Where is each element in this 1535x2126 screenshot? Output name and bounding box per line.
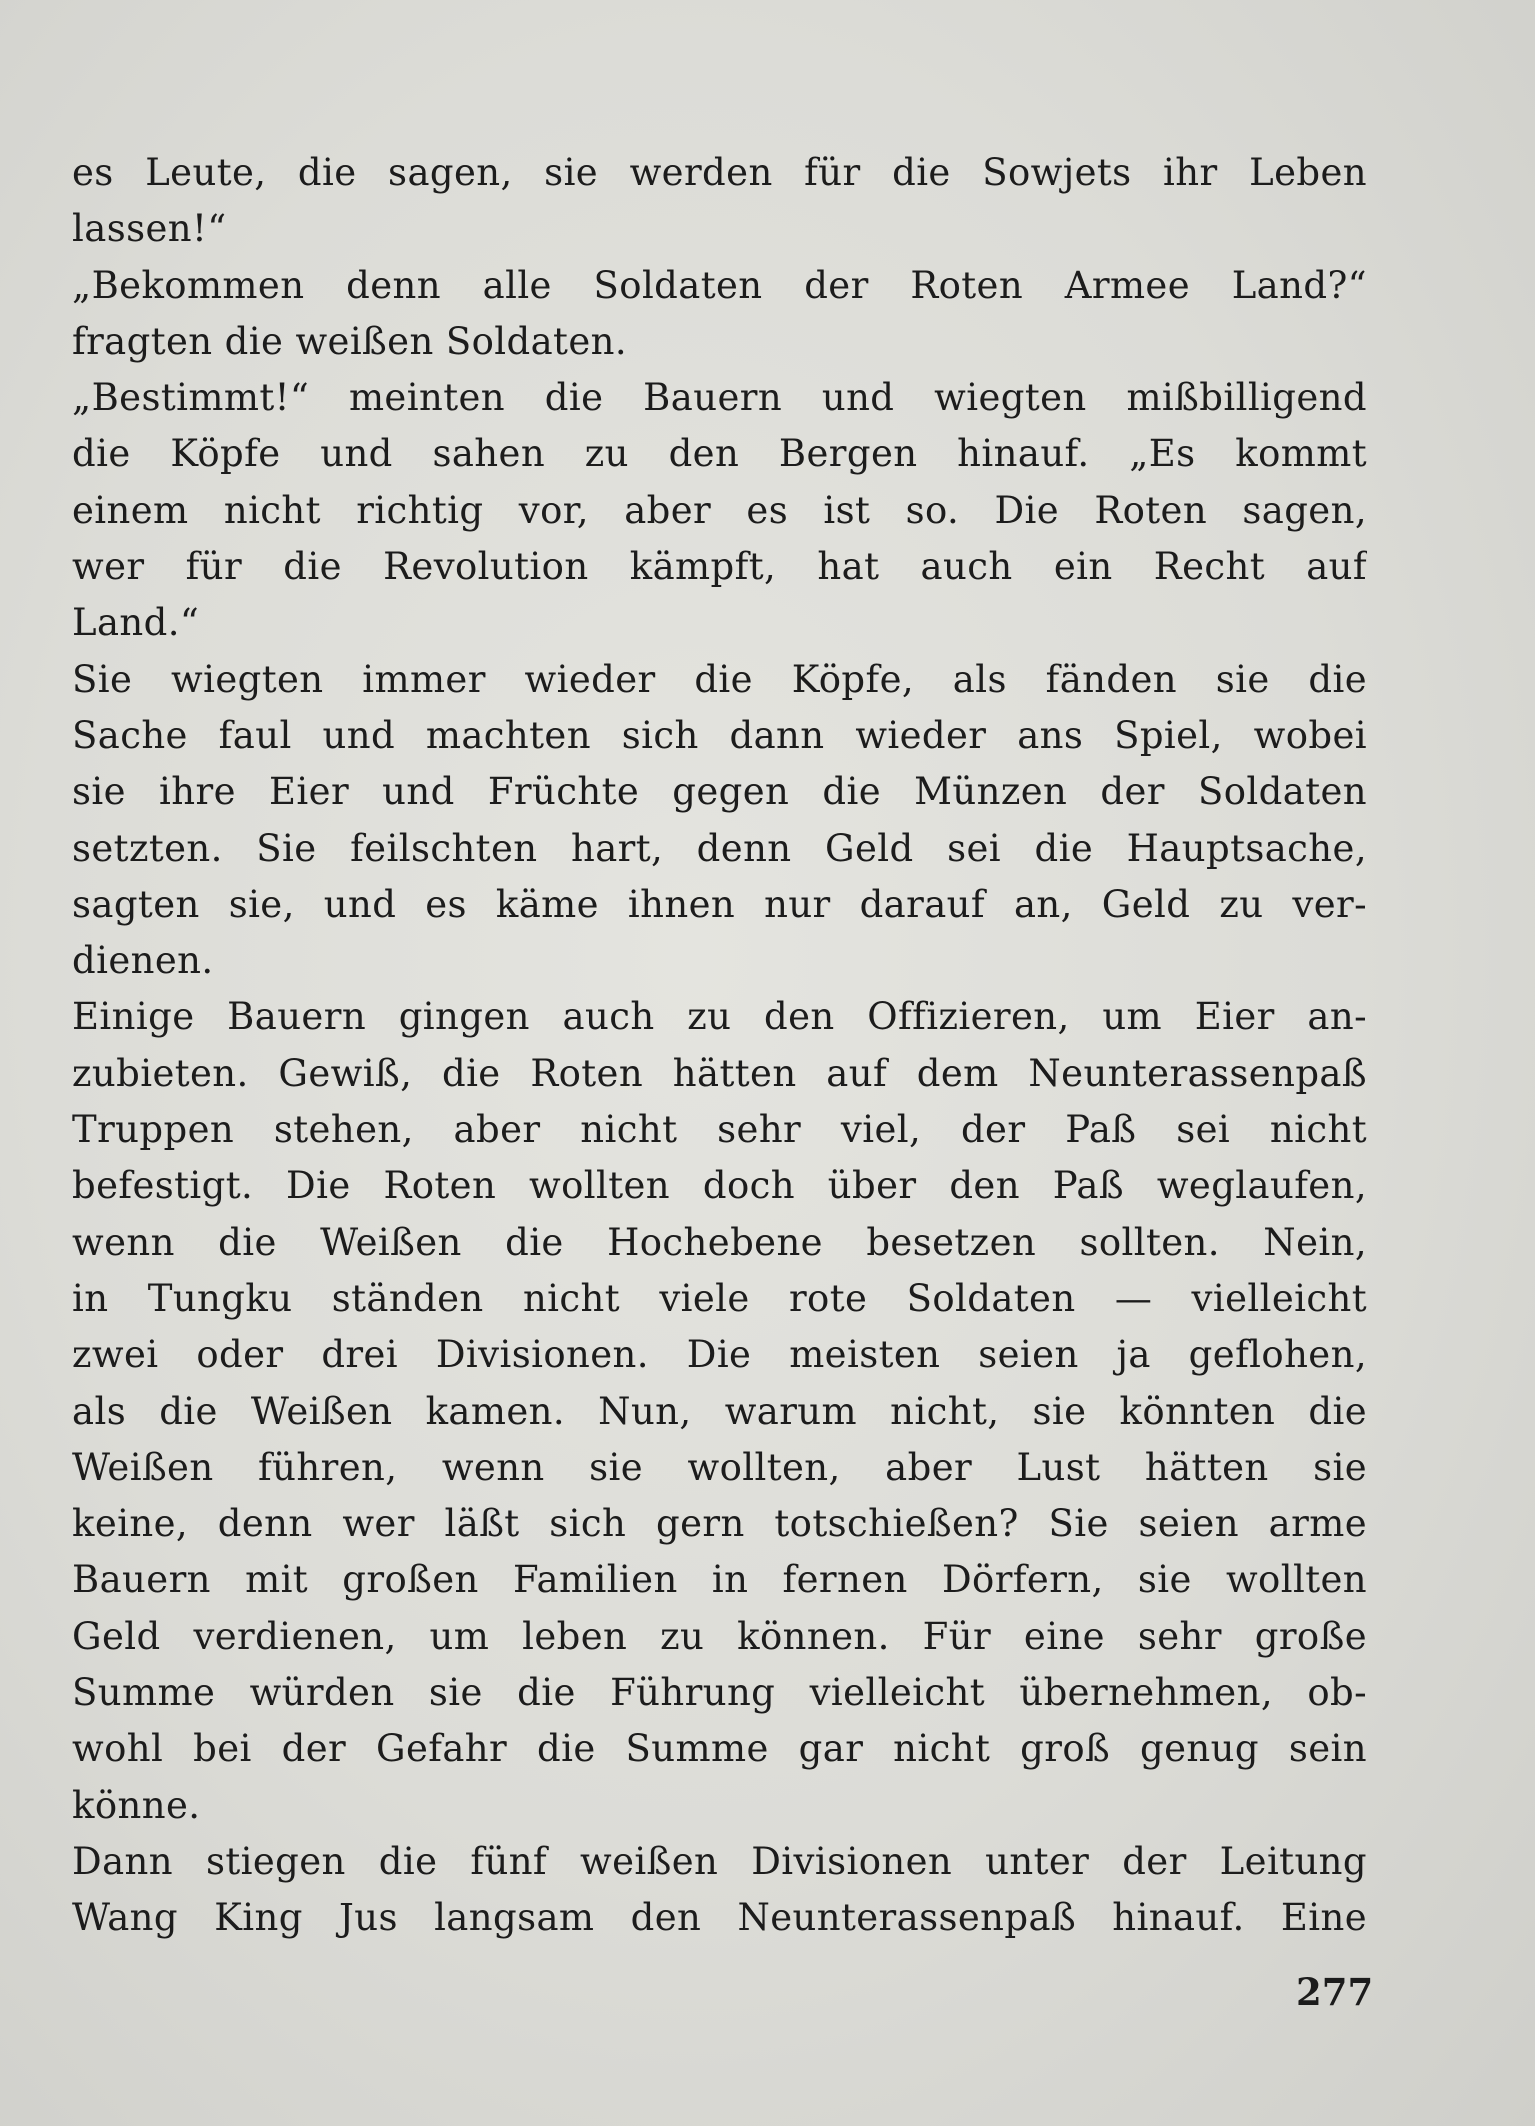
text-line: zwei oder drei Divisionen. Die meisten seien ja geflohen,	[72, 1333, 1367, 1377]
text-line: sagten sie, und es käme ihnen nur darauf an, Geld zu ver-	[72, 882, 1367, 926]
text-line: wohl bei der Gefahr die Summe gar nicht groß genug sein	[72, 1727, 1367, 1771]
text-line: sie ihre Eier und Früchte gegen die Münzen der Soldaten	[72, 770, 1367, 814]
text-line: in Tungku ständen nicht viele rote Soldaten — vielleicht	[72, 1276, 1367, 1320]
text-line: dienen.	[72, 939, 214, 983]
text-line: die Köpfe und sahen zu den Bergen hinauf. „Es kommt	[72, 432, 1367, 476]
text-line: Dann stiegen die fünf weißen Divisionen unter der Leitung	[72, 1839, 1367, 1883]
text-line: Land.“	[72, 601, 200, 645]
body-text	[72, 145, 1367, 1947]
text-line: Bauern mit großen Familien in fernen Dörfern, sie wollten	[72, 1558, 1367, 1602]
text-line: „Bestimmt!“ meinten die Bauern und wiegten mißbilligend	[72, 376, 1367, 420]
page-number: 277	[1296, 1970, 1374, 2014]
text-line: Geld verdienen, um leben zu können. Für eine sehr große	[72, 1614, 1367, 1658]
text-line: als die Weißen kamen. Nun, warum nicht, sie könnten die	[72, 1389, 1367, 1433]
text-line: zubieten. Gewiß, die Roten hätten auf dem Neunterassenpaß	[72, 1051, 1367, 1095]
text-line: einem nicht richtig vor, aber es ist so. Die Roten sagen,	[72, 488, 1367, 532]
text-line: könne.	[72, 1783, 201, 1827]
text-line: Truppen stehen, aber nicht sehr viel, der Paß sei nicht	[72, 1108, 1367, 1152]
text-line: Weißen führen, wenn sie wollten, aber Lust hätten sie	[72, 1445, 1367, 1489]
text-line: wenn die Weißen die Hochebene besetzen sollten. Nein,	[72, 1220, 1367, 1264]
text-line: wer für die Revolution kämpft, hat auch ein Recht auf	[72, 545, 1367, 589]
text-line: befestigt. Die Roten wollten doch über den Paß weglaufen,	[72, 1164, 1367, 1208]
text-line: Sie wiegten immer wieder die Köpfe, als fänden sie die	[72, 657, 1367, 701]
text-line: Summe würden sie die Führung vielleicht übernehmen, ob-	[72, 1671, 1367, 1715]
text-line: fragten die weißen Soldaten.	[72, 319, 628, 363]
text-line: Einige Bauern gingen auch zu den Offizieren, um Eier an-	[72, 995, 1367, 1039]
text-line: es Leute, die sagen, sie werden für die Sowjets ihr Leben	[72, 151, 1367, 194]
text-line: lassen!“	[72, 207, 227, 251]
text-line: „Bekommen denn alle Soldaten der Roten Armee Land?“	[72, 263, 1367, 307]
text-line: keine, denn wer läßt sich gern totschießen? Sie seien arme	[72, 1502, 1367, 1546]
text-line: Wang King Jus langsam den Neunterassenpaß hinauf. Eine	[72, 1896, 1367, 1940]
text-line: setzten. Sie feilschten hart, denn Geld sei die Hauptsache,	[72, 826, 1367, 870]
text-line: Sache faul und machten sich dann wieder ans Spiel, wobei	[72, 713, 1367, 757]
